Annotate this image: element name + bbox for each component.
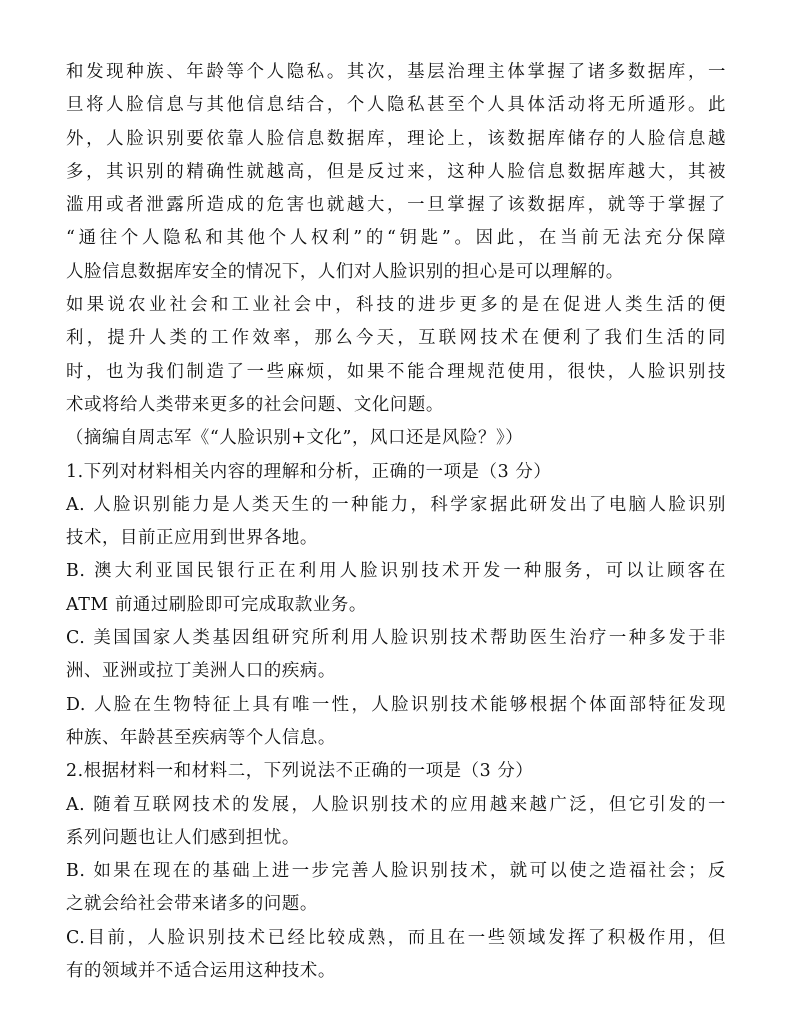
text-line-6: “通往个人隐私和其他个人权利”的“钥匙”。因此，在当前无法充分保障 bbox=[66, 228, 726, 249]
question-1-option-a: A. 人脸识别能力是人类天生的一种能力，科学家据此研发出了电脑人脸识别 bbox=[66, 494, 726, 515]
text-line-11: 术或将给人类带来更多的社会问题、文化问题。 bbox=[66, 394, 444, 415]
text-line-7: 人脸信息数据库安全的情况下，人们对人脸识别的担心是可以理解的。 bbox=[66, 261, 624, 282]
question-1-option-d: D. 人脸在生物特征上具有唯一性，人脸识别技术能够根据个体面部特征发现 bbox=[66, 694, 726, 715]
question-2-option-c-cont: 有的领域并不适合运用这种技术。 bbox=[66, 961, 336, 982]
text-line-9: 利，提升人类的工作效率，那么今天，互联网技术在便利了我们生活的同 bbox=[66, 328, 726, 349]
question-1-option-d-cont: 种族、年龄甚至疾病等个人信息。 bbox=[66, 727, 336, 748]
text-line-1: 和发现种族、年龄等个人隐私。其次，基层治理主体掌握了诸多数据库，一 bbox=[66, 62, 726, 82]
question-2-stem: 2.根据材料一和材料二，下列说法不正确的一项是（3 分） bbox=[66, 761, 534, 782]
question-2-option-a-cont: 系列问题也让人们感到担忧。 bbox=[66, 827, 300, 848]
source-citation: （摘编自周志军《“人脸识别+文化”，风口还是风险？》） bbox=[66, 428, 524, 449]
text-line-4: 多，其识别的精确性就越高，但是反过来，这种人脸信息数据库越大，其被 bbox=[66, 161, 726, 182]
question-1-option-c: C. 美国国家人类基因组研究所利用人脸识别技术帮助医生治疗一种多发于非 bbox=[66, 628, 726, 649]
text-line-2: 旦将人脸信息与其他信息结合，个人隐私甚至个人具体活动将无所遁形。此 bbox=[66, 95, 726, 116]
question-2-option-b: B. 如果在现在的基础上进一步完善人脸识别技术，就可以使之造福社会；反 bbox=[66, 861, 726, 882]
document-page bbox=[66, 56, 726, 988]
question-1-option-b-cont: ATM 前通过刷脸即可完成取款业务。 bbox=[66, 594, 367, 615]
text-line-5: 滥用或者泄露所造成的危害也就越大，一旦掌握了该数据库，就等于掌握了 bbox=[66, 195, 726, 216]
text-line-10: 时，也为我们制造了一些麻烦，如果不能合理规范使用，很快，人脸识别技 bbox=[66, 361, 726, 382]
question-2-option-a: A. 随着互联网技术的发展，人脸识别技术的应用越来越广泛，但它引发的一 bbox=[66, 794, 726, 815]
question-1-option-a-cont: 技术，目前正应用到世界各地。 bbox=[66, 528, 318, 549]
text-line-8: 如果说农业社会和工业社会中，科技的进步更多的是在促进人类生活的便 bbox=[66, 295, 726, 316]
question-1-option-c-cont: 洲、亚洲或拉丁美洲人口的疾病。 bbox=[66, 661, 336, 682]
question-2-option-b-cont: 之就会给社会带来诸多的问题。 bbox=[66, 894, 318, 915]
question-1-option-b: B. 澳大利亚国民银行正在利用人脸识别技术开发一种服务，可以让顾客在 bbox=[66, 561, 726, 582]
question-1-stem: 1.下列对材料相关内容的理解和分析，正确的一项是（3 分） bbox=[66, 461, 552, 482]
question-2-option-c: C.目前，人脸识别技术已经比较成熟，而且在一些领域发挥了积极作用，但 bbox=[66, 927, 726, 948]
text-line-3: 外，人脸识别要依靠人脸信息数据库，理论上，该数据库储存的人脸信息越 bbox=[66, 128, 726, 149]
